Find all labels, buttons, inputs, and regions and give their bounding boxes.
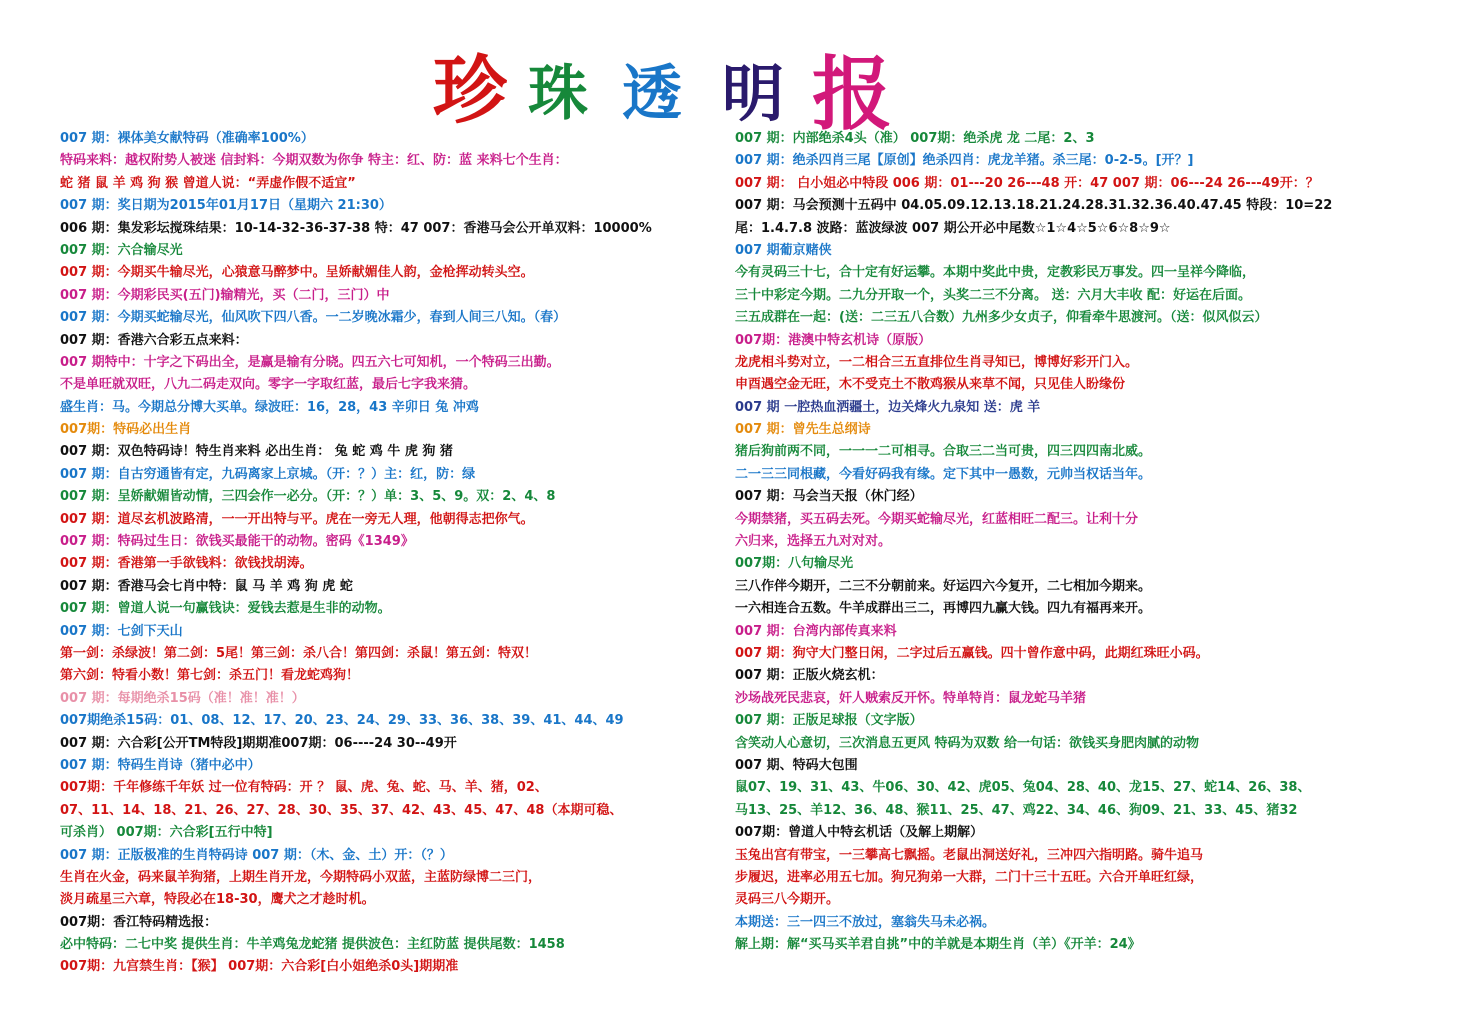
left-text-line: 007 期：香港第一手欲钱料：欲钱找胡涛。 — [60, 556, 313, 572]
right-text-line: 猪后狗前两不同，一一一二可相寻。合取三二当可贵，四三四四南北威。 — [735, 444, 1152, 460]
left-text-line: 007 期：六合彩[公开TM特段]期期准007期：06----24 30--49开 — [60, 735, 457, 751]
right-text-line: 007 期：正版火烧玄机： — [735, 668, 884, 684]
left-text-line: 007 期：双色特码诗！特生肖来料 必出生肖： 兔 蛇 鸡 牛 虎 狗 猪 — [60, 444, 453, 460]
left-text-line: 007 期：正版极准的生肖特码诗 007 期：（木、金、土）开：（？） — [60, 847, 453, 863]
right-text-line: 007 期：内部绝杀4头（准） 007期：绝杀虎 龙 二尾：2、3 — [735, 131, 1095, 146]
right-text-line: 沙场战死民悲哀，奸人贼索反开怀。特单特肖：鼠龙蛇马羊猪 — [735, 690, 1087, 706]
right-text-line: 尾：1.4.7.8 波路：蓝波绿波 007 期公开必中尾数☆1☆4☆5☆6☆8☆9☆ — [735, 220, 1171, 236]
left-text-line: 第一剑：杀绿波！第二剑：5尾！第三剑：杀八合！第四剑：杀鼠！第五剑：特双！ — [60, 645, 538, 661]
right-text-line: 解上期：解“买马买羊君自挑”中的羊就是本期生肖（羊）《开羊：24》 — [735, 937, 1141, 953]
right-text-line: 今期禁猪，买五码去死。今期买蛇输尽光，红蓝相旺二配三。让利十分 — [735, 511, 1139, 527]
left-text-line: 007期：千年修练千年妖 过一位有特码：开 ？ 鼠、虎、兔、蛇、马、羊、猪，02、 — [60, 780, 548, 796]
left-text-line: 007 期：裸体美女献特码（准确率100%） — [60, 131, 314, 146]
right-text-line: 龙虎相斗势对立，一二相合三五直排位生肖寻知已，博博好彩开门入。 — [735, 354, 1139, 370]
right-text-line: 玉兔出宫有带宝，一三攀高七飘摇。老鼠出洞送好礼，三冲四六指明路。骑牛追马 — [735, 847, 1204, 863]
title-char-4: 明 — [722, 57, 785, 130]
title-char-3: 透 — [622, 59, 682, 129]
right-text-line: 今有灵码三十七，合十定有好运攀。本期中奖此中贵，定教彩民万事发。四一呈祥今降临， — [735, 265, 1256, 281]
right-text-line: 007 期：狗守大门整日闲，二字过后五赢钱。四十曾作意中码，此期红珠旺小码。 — [735, 645, 1209, 661]
left-text-line: 007 期：今期买蛇输尽光，仙风吹下四八香。一二岁晚冰霜少，春到人间三八知。（春） — [60, 310, 567, 326]
right-column — [735, 128, 1425, 956]
right-text-line: 007 期：绝杀四肖三尾【原创】绝杀四肖：虎龙羊猪。杀三尾：0-2-5。[开？] — [735, 153, 1194, 169]
right-text-line: 007 期： 白小姐必中特段 006 期：01---20 26---48 开：47 007 期：06---24 26---49开：？ — [735, 175, 1319, 191]
left-text-line: 006 期：集发彩坛搅珠结果：10-14-32-36-37-38 特：47 007：香港马会公开单双料：10000% — [60, 220, 652, 236]
left-text-line: 007期：九宫禁生肖：【猴】 007期：六合彩[白小姐绝杀0头]期期准 — [60, 959, 459, 975]
right-text-line: 007 期：马会当天报（休门经） — [735, 489, 923, 505]
left-text-line: 可杀肖） 007期：六合彩[五行中特] — [60, 825, 273, 841]
left-text-line: 第六剑：特看小数！第七剑：杀五门！看龙蛇鸡狗！ — [60, 668, 360, 684]
left-text-line: 07、11、14、18、21、26、27、28、30、35、37、42、43、45、47、48（本期可稳、 — [60, 802, 623, 818]
left-text-line: 007 期：道尽玄机波路清，一一开出特与平。虎在一旁无人理，他朝得志把你气。 — [60, 511, 534, 527]
right-text-line: 007期：八句输尽光 — [735, 556, 854, 572]
title-char-1: 珍 — [433, 48, 507, 134]
right-text-line: 007 期：台湾内部传真来料 — [735, 623, 897, 639]
left-text-line: 007期：香江特码精选报： — [60, 914, 218, 930]
left-text-line: 007 期：特码过生日：欲钱买最能干的动物。密码《1349》 — [60, 534, 414, 550]
left-text-line: 007期绝杀15码：01、08、12、17、20、23、24、29、33、36、38、39、41、44、49 — [60, 713, 624, 729]
left-text-line: 007 期：特码生肖诗（猪中必中） — [60, 757, 261, 773]
left-text-line: 007 期：香港六合彩五点来料： — [60, 332, 248, 348]
right-text-line: 三五成群在一起：(送：二三五八合数）九州多少女贞子，仰看牵牛思渡河。（送：似风似云） — [735, 310, 1268, 326]
left-text-line: 007期：特码必出生肖 — [60, 422, 192, 438]
left-text-line: 007 期：七剑下天山 — [60, 623, 183, 639]
left-text-line: 007 期：呈娇献媚皆动情，三四会作一必分。（开：？）单：3、5、9。双：2、4、8 — [60, 489, 556, 505]
left-text-line: 007 期：奖日期为2015年01月17日（星期六 21:30） — [60, 198, 392, 214]
right-text-line: 007 期：正版足球报（文字版） — [735, 713, 923, 729]
left-text-line: 007 期：今期买牛输尽光，心猿意马醉梦中。呈娇献媚佳人韵，金枪挥动转头空。 — [60, 265, 534, 281]
right-text-line: 含笑动人心意切，三次消息五更风 特码为双数 给一句话：欲钱买身肥肉腻的动物 — [735, 735, 1200, 751]
right-text-line: 三八作伴今期开，二三不分朝前来。好运四六今复开，二七相加今期来。 — [735, 578, 1152, 594]
left-text-line: 007 期：六合输尽光 — [60, 242, 183, 258]
left-text-line: 007 期：今期彩民买(五门)输精光，买（二门，三门）中 — [60, 287, 390, 303]
right-text-line: 007 期 一腔热血洒疆土，边关烽火九泉知 送：虎 羊 — [735, 399, 1041, 415]
left-text-line: 007 期：每期绝杀15码（准！准！准！） — [60, 690, 305, 706]
right-text-line: 申酉遇空金无旺，木不受克土不散鸡猴从来草不闻，只见佳人盼缘份 — [735, 377, 1126, 393]
left-text-line: 生肖在火金，码来鼠羊狗猪，上期生肖开龙，今期特码小双蓝，主蓝防绿博二三门， — [60, 869, 542, 885]
right-text-line: 一六相连合五数。牛羊成群出三二，再博四九赢大钱。四九有福再来开。 — [735, 601, 1152, 617]
left-text-line: 007 期：自古穷通皆有定，九码离家上京城。（开：？）主：红，防：绿 — [60, 466, 476, 482]
left-text-line: 淡月疏星三六章，特段必在18-30，鹰犬之才趁时机。 — [60, 892, 375, 908]
right-text-line: 二一三三同根藏，今看好码我有缘。定下其中一愚数，元帅当权话当年。 — [735, 466, 1152, 482]
right-text-line: 007 期：马会预测十五码中 04.05.09.12.13.18.21.24.28.31.32.36.40.47.45 特段：10=22 — [735, 198, 1333, 214]
left-text-line: 蛇 猪 鼠 羊 鸡 狗 猴 曾道人说：“弄虚作假不适宜” — [60, 175, 356, 191]
title-char-2: 珠 — [528, 59, 588, 129]
right-text-line: 六归来，选择五九对对对。 — [735, 534, 892, 550]
right-text-line: 马13、25、羊12、36、48、猴11、25、47、鸡22、34、46、狗09、21、33、45、猪32 — [735, 802, 1298, 818]
left-text-line: 不是单旺就双旺，八九二码走双向。零字一字取红蓝，最后七字我来猜。 — [60, 377, 477, 393]
title-char-5: 报 — [812, 47, 892, 141]
left-text-line: 007 期特中：十字之下码出全，是赢是输有分晓。四五六七可知机，一个特码三出勤。 — [60, 354, 560, 370]
right-text-line: 007 期：曾先生总纲诗 — [735, 422, 871, 438]
left-column — [60, 128, 725, 979]
right-text-line: 鼠07、19、31、43、牛06、30、42、虎05、兔04、28、40、龙15、27、蛇14、26、38、 — [735, 780, 1311, 796]
left-text-line: 007 期：香港马会七肖中特：鼠 马 羊 鸡 狗 虎 蛇 — [60, 578, 353, 594]
right-text-line: 007期：港澳中特玄机诗（原版） — [735, 332, 932, 348]
right-text-line: 灵码三八今期开。 — [735, 892, 840, 908]
right-text-line: 007 期葡京赌侠 — [735, 242, 832, 258]
left-text-line: 特码来料：越权附势人被迷 信封料：今期双数为你争 特主：红、防：蓝 来料七个生肖： — [60, 153, 568, 169]
left-text-line: 必中特码：二七中奖 提供生肖：牛羊鸡兔龙蛇猪 提供波色：主红防蓝 提供尾数：1458 — [60, 937, 565, 953]
left-text-line: 盛生肖：马。今期总分博大买单。绿波旺：16，28，43 辛卯日 兔 冲鸡 — [60, 399, 479, 415]
right-text-line: 三十中彩定今期。二九分开取一个，头奖二三不分离。 送：六月大丰收 配：好运在后面。 — [735, 287, 1252, 303]
right-text-line: 步履迟，进率必用五七加。狗兄狗弟一大群，二门十三十五旺。六合开单旺红绿， — [735, 869, 1204, 885]
left-text-line: 007 期：曾道人说一句赢钱诀：爱钱去惹是生非的动物。 — [60, 601, 391, 617]
right-text-line: 007 期、特码大包围 — [735, 757, 858, 773]
right-text-line: 本期送：三一四三不放过，塞翁失马未必祸。 — [735, 914, 996, 930]
right-text-line: 007期：曾道人中特玄机话（及解上期解） — [735, 825, 984, 841]
